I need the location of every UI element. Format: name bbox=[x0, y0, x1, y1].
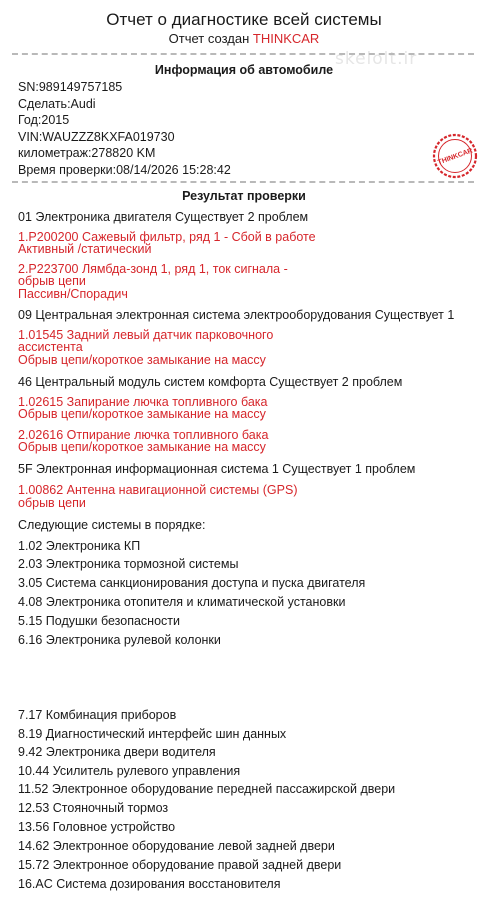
ok-systems-title: Следующие системы в порядке: bbox=[18, 518, 206, 532]
ok-system-item: 8.19 Диагностический интерфейс шин данных bbox=[18, 727, 287, 741]
fault-status-line: Обрыв цепи/короткое замыкание на массу bbox=[18, 440, 266, 454]
report-title: Отчет о диагностике всей системы bbox=[106, 10, 382, 29]
fault-code-line: 1.P200200 Сажевый фильтр, ряд 1 - Сбой в работе bbox=[18, 230, 316, 244]
ok-system-item: 15.72 Электронное оборудование правой задней двери bbox=[18, 858, 342, 872]
vehicle-vin: VIN:WAUZZZ8KXFA019730 bbox=[18, 129, 175, 144]
fault-status-line: обрыв цепи bbox=[18, 496, 86, 510]
watermark: skelolt.ir bbox=[335, 49, 418, 69]
vehicle-check-time: Время проверки:08/14/2026 15:28:42 bbox=[18, 162, 231, 177]
ok-system-item: 7.17 Комбинация приборов bbox=[18, 708, 177, 722]
ok-system-item: 6.16 Электроника рулевой колонки bbox=[18, 633, 221, 647]
fault-code-line: 1.01545 Задний левый датчик парковочного bbox=[18, 328, 274, 342]
stamp-text: THINKCAR bbox=[436, 147, 474, 167]
divider-middle bbox=[12, 181, 474, 183]
ok-system-item: 10.44 Усилитель рулевого управления bbox=[18, 764, 241, 778]
fault-status-line: Пассивн/Спорадич bbox=[18, 287, 128, 301]
system-heading: 46 Центральный модуль систем комфорта Существует 2 проблем bbox=[18, 375, 403, 389]
ok-system-item: 13.56 Головное устройство bbox=[18, 820, 176, 834]
ok-system-item: 3.05 Система санкционирования доступа и пуска двигателя bbox=[18, 576, 366, 590]
ok-system-item: 14.62 Электронное оборудование левой задней двери bbox=[18, 839, 335, 853]
ok-system-item: 5.15 Подушки безопасности bbox=[18, 614, 180, 628]
fault-code-line: 1.02615 Запирание лючка топливного бака bbox=[18, 395, 268, 409]
thinkcar-stamp-icon bbox=[432, 133, 478, 179]
ok-system-item: 4.08 Электроника отопителя и климатической установки bbox=[18, 595, 346, 609]
vehicle-year: Год:2015 bbox=[18, 113, 70, 128]
fault-code-line: 1.00862 Антенна навигационной системы (GPS) bbox=[18, 483, 298, 497]
fault-code-line: 2.P223700 Лямбда-зонд 1, ряд 1, ток сигнала - bbox=[18, 262, 288, 276]
fault-detail-line: ассистента bbox=[18, 340, 83, 354]
ok-system-item: 1.02 Электроника КП bbox=[18, 539, 141, 553]
fault-code-line: 2.02616 Отпирание лючка топливного бака bbox=[18, 428, 269, 442]
results-title: Результат проверки bbox=[182, 189, 306, 203]
divider-top bbox=[12, 53, 474, 55]
fault-status-line: Обрыв цепи/короткое замыкание на массу bbox=[18, 407, 266, 421]
ok-system-item: 11.52 Электронное оборудование передней пассажирской двери bbox=[18, 782, 396, 796]
vehicle-info-title: Информация об автомобиле bbox=[154, 63, 334, 77]
fault-status-line: Активный /статический bbox=[18, 242, 152, 256]
vehicle-sn: SN:989149757185 bbox=[18, 80, 123, 94]
system-heading: 09 Центральная электронная система электрооборудования Существует 1 bbox=[18, 308, 455, 322]
subtitle-prefix: Отчет создан bbox=[168, 31, 253, 46]
vehicle-mileage: километраж:278820 KM bbox=[18, 146, 156, 161]
brand-name: THINKCAR bbox=[252, 31, 320, 46]
ok-system-item: 16.AC Система дозирования восстановителя bbox=[18, 877, 281, 891]
ok-system-item: 12.53 Стояночный тормоз bbox=[18, 801, 169, 815]
fault-status-line: Обрыв цепи/короткое замыкание на массу bbox=[18, 353, 266, 367]
report-subtitle bbox=[0, 31, 488, 46]
ok-system-item: 9.42 Электроника двери водителя bbox=[18, 745, 216, 759]
vehicle-make: Сделать:Audi bbox=[18, 96, 96, 111]
fault-detail-line: обрыв цепи bbox=[18, 274, 86, 288]
ok-system-item: 2.03 Электроника тормозной системы bbox=[18, 557, 239, 571]
system-heading: 01 Электроника двигателя Существует 2 проблем bbox=[18, 210, 309, 224]
vehicle-info-block bbox=[18, 79, 231, 179]
system-heading: 5F Электронная информационная система 1 Существует 1 проблем bbox=[18, 462, 416, 476]
